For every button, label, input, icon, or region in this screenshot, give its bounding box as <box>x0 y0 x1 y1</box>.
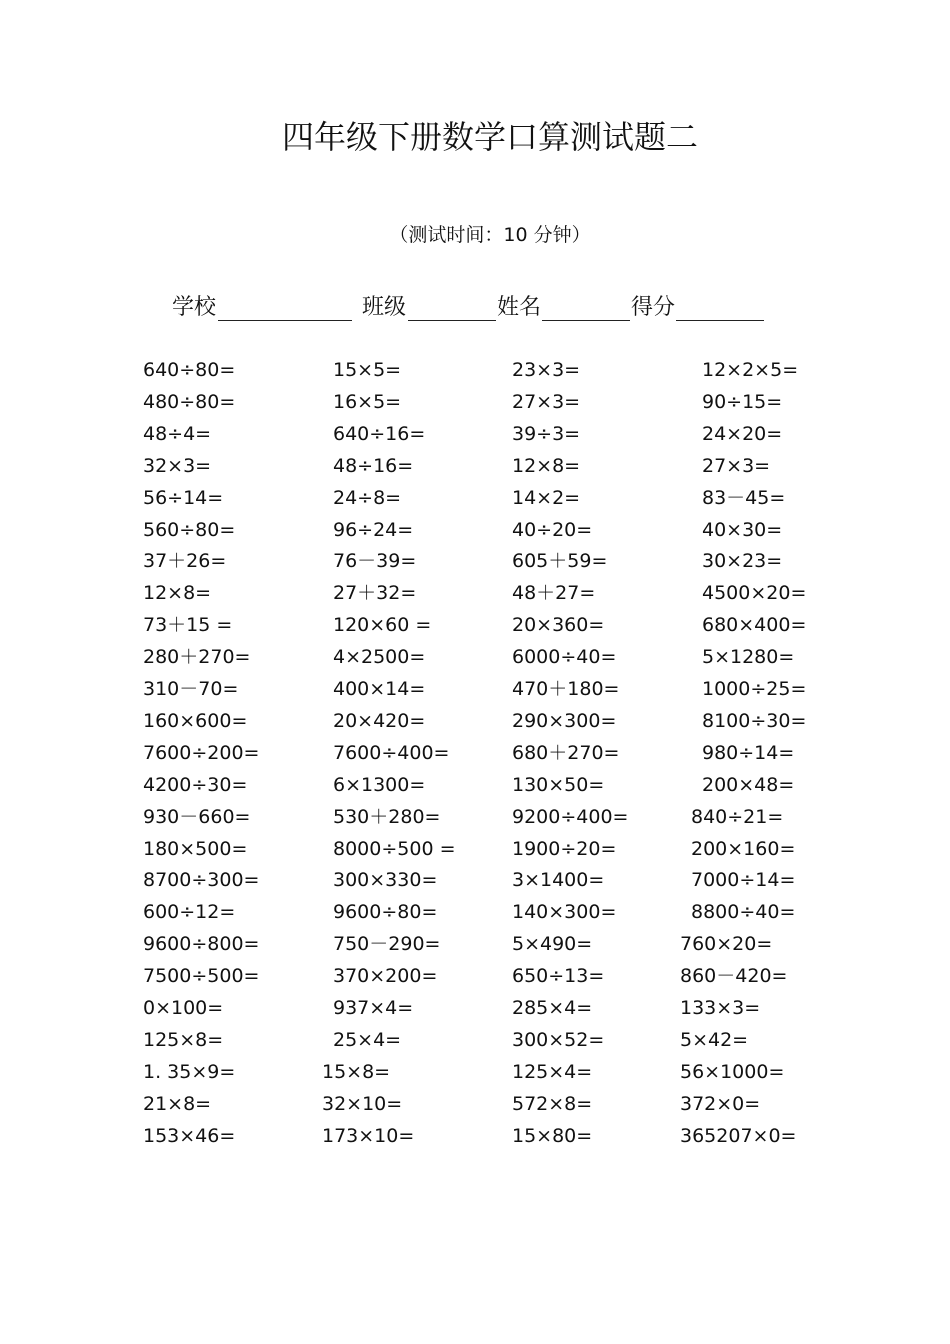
problem-item: 480÷80= <box>143 390 236 413</box>
problem-item: 640÷16= <box>333 422 426 445</box>
problem-item: 750－290= <box>333 933 441 956</box>
problem-item: 5×42= <box>680 1028 749 1051</box>
problem-item: 14×2= <box>512 486 581 509</box>
problem-item: 30×23= <box>702 550 783 573</box>
problem-item: 560÷80= <box>143 518 236 541</box>
problem-item: 572×8= <box>512 1092 593 1115</box>
problem-item: 1900÷20= <box>512 837 617 860</box>
problem-item: 120×60 = <box>333 614 432 637</box>
problem-item: 8100÷30= <box>702 709 807 732</box>
problem-item: 48÷4= <box>143 422 212 445</box>
problem-item: 56×1000= <box>680 1060 785 1083</box>
school-label: 学校 <box>172 295 217 320</box>
problem-item: 39÷3= <box>512 422 581 445</box>
problem-item: 1. 35×9= <box>143 1060 236 1083</box>
name-label: 姓名 <box>497 295 542 320</box>
page-title: 四年级下册数学口算测试题二 <box>281 118 698 156</box>
problem-row <box>0 677 950 709</box>
problem-row <box>0 1060 950 1092</box>
problem-item: 90÷15= <box>702 390 783 413</box>
problem-item: 24÷8= <box>333 486 402 509</box>
class-blank[interactable] <box>408 320 496 321</box>
problem-row <box>0 390 950 422</box>
problem-item: 4200÷30= <box>143 773 248 796</box>
problem-item: 40÷20= <box>512 518 593 541</box>
problem-item: 310－70= <box>143 678 239 700</box>
problem-item: 980÷14= <box>702 741 795 764</box>
problem-row <box>0 805 950 837</box>
problem-item: 7600÷200= <box>143 741 260 764</box>
problem-item: 32×3= <box>143 454 212 477</box>
problem-item: 27×3= <box>702 454 771 477</box>
problem-item: 25×4= <box>333 1028 402 1051</box>
score-label: 得分 <box>631 295 676 320</box>
problem-row <box>0 549 950 581</box>
problem-item: 12×8= <box>512 454 581 477</box>
problem-row <box>0 1092 950 1124</box>
problem-item: 6×1300= <box>333 773 426 796</box>
problem-item: 15×80= <box>512 1124 593 1147</box>
problem-item: 280＋270= <box>143 646 251 669</box>
problem-item: 3×1400= <box>512 869 605 892</box>
problem-item: 37＋26= <box>143 550 227 573</box>
problem-item: 9600÷80= <box>333 901 438 924</box>
problem-row <box>0 581 950 613</box>
problem-item: 9200÷400= <box>512 805 629 828</box>
problem-row <box>0 996 950 1028</box>
problem-item: 200×48= <box>702 773 795 796</box>
problem-item: 27＋32= <box>333 582 417 605</box>
problem-item: 930－660= <box>143 805 251 828</box>
problem-item: 48＋27= <box>512 582 596 605</box>
test-time-note: （测试时间：10 分钟） <box>389 224 591 246</box>
problem-item: 12×2×5= <box>702 359 799 381</box>
problem-row <box>0 486 950 518</box>
problem-item: 680＋270= <box>512 741 620 764</box>
problem-item: 173×10= <box>322 1124 415 1147</box>
problem-item: 290×300= <box>512 709 617 732</box>
problem-item: 8800÷40= <box>691 901 796 924</box>
problem-item: 470＋180= <box>512 678 620 700</box>
problem-row <box>0 868 950 900</box>
problem-item: 285×4= <box>512 997 593 1019</box>
problem-item: 8000÷500 = <box>333 837 456 860</box>
problem-item: 7000÷14= <box>691 869 796 892</box>
problem-item: 365207×0= <box>680 1124 797 1147</box>
problem-item: 24×20= <box>702 422 783 445</box>
problem-item: 23×3= <box>512 359 581 381</box>
problem-item: 20×420= <box>333 709 426 732</box>
problem-item: 4×2500= <box>333 646 426 669</box>
problem-item: 0×100= <box>143 997 224 1019</box>
problem-item: 12×8= <box>143 582 212 605</box>
problem-item: 1000÷25= <box>702 678 807 700</box>
problem-item: 56÷14= <box>143 486 224 509</box>
problem-item: 650÷13= <box>512 965 605 988</box>
problem-item: 48÷16= <box>333 454 414 477</box>
problem-item: 76－39= <box>333 550 417 573</box>
problem-row <box>0 1124 950 1156</box>
problem-item: 300×330= <box>333 869 438 892</box>
problem-item: 125×4= <box>512 1060 593 1083</box>
problem-item: 6000÷40= <box>512 646 617 669</box>
problem-row <box>0 454 950 486</box>
problem-row <box>0 964 950 996</box>
problem-item: 530＋280= <box>333 805 441 828</box>
problem-item: 140×300= <box>512 901 617 924</box>
problem-row <box>0 932 950 964</box>
problem-row <box>0 741 950 773</box>
problem-item: 8700÷300= <box>143 869 260 892</box>
problem-item: 370×200= <box>333 965 438 988</box>
problem-item: 16×5= <box>333 390 402 413</box>
problem-item: 27×3= <box>512 390 581 413</box>
problem-item: 9600÷800= <box>143 933 260 956</box>
problem-item: 200×160= <box>691 837 796 860</box>
problem-item: 300×52= <box>512 1028 605 1051</box>
problem-item: 400×14= <box>333 678 426 700</box>
problem-row <box>0 773 950 805</box>
problem-item: 73＋15 = <box>143 614 233 637</box>
problem-item: 130×50= <box>512 773 605 796</box>
problem-row <box>0 613 950 645</box>
problem-item: 125×8= <box>143 1028 224 1051</box>
problem-item: 680×400= <box>702 614 807 637</box>
problem-item: 7500÷500= <box>143 965 260 988</box>
problem-item: 15×8= <box>322 1060 391 1083</box>
problem-item: 605＋59= <box>512 550 608 573</box>
problem-item: 83－45= <box>702 486 786 509</box>
problem-item: 840÷21= <box>691 805 784 828</box>
problem-row <box>0 837 950 869</box>
problem-item: 40×30= <box>702 518 783 541</box>
problem-row <box>0 358 950 390</box>
problem-item: 21×8= <box>143 1092 212 1115</box>
problem-item: 372×0= <box>680 1092 761 1115</box>
problem-row <box>0 422 950 454</box>
problem-item: 160×600= <box>143 709 248 732</box>
problem-row <box>0 900 950 932</box>
problem-item: 20×360= <box>512 614 605 637</box>
problem-item: 640÷80= <box>143 359 236 381</box>
problem-item: 133×3= <box>680 997 761 1019</box>
problem-item: 760×20= <box>680 933 773 956</box>
problem-item: 5×1280= <box>702 646 795 669</box>
problem-item: 153×46= <box>143 1124 236 1147</box>
score-blank[interactable] <box>676 320 764 321</box>
problem-item: 96÷24= <box>333 518 414 541</box>
problem-row <box>0 1028 950 1060</box>
problem-item: 860－420= <box>680 965 788 988</box>
school-blank[interactable] <box>218 320 352 321</box>
problem-row <box>0 518 950 550</box>
problem-item: 7600÷400= <box>333 741 450 764</box>
problem-row <box>0 645 950 677</box>
problem-item: 5×490= <box>512 933 593 956</box>
problem-row <box>0 709 950 741</box>
problem-item: 600÷12= <box>143 901 236 924</box>
name-blank[interactable] <box>542 320 630 321</box>
problem-item: 32×10= <box>322 1092 403 1115</box>
problem-item: 180×500= <box>143 837 248 860</box>
problem-item: 937×4= <box>333 997 414 1019</box>
class-label: 班级 <box>362 295 407 320</box>
problem-item: 4500×20= <box>702 582 807 605</box>
problem-item: 15×5= <box>333 359 402 381</box>
